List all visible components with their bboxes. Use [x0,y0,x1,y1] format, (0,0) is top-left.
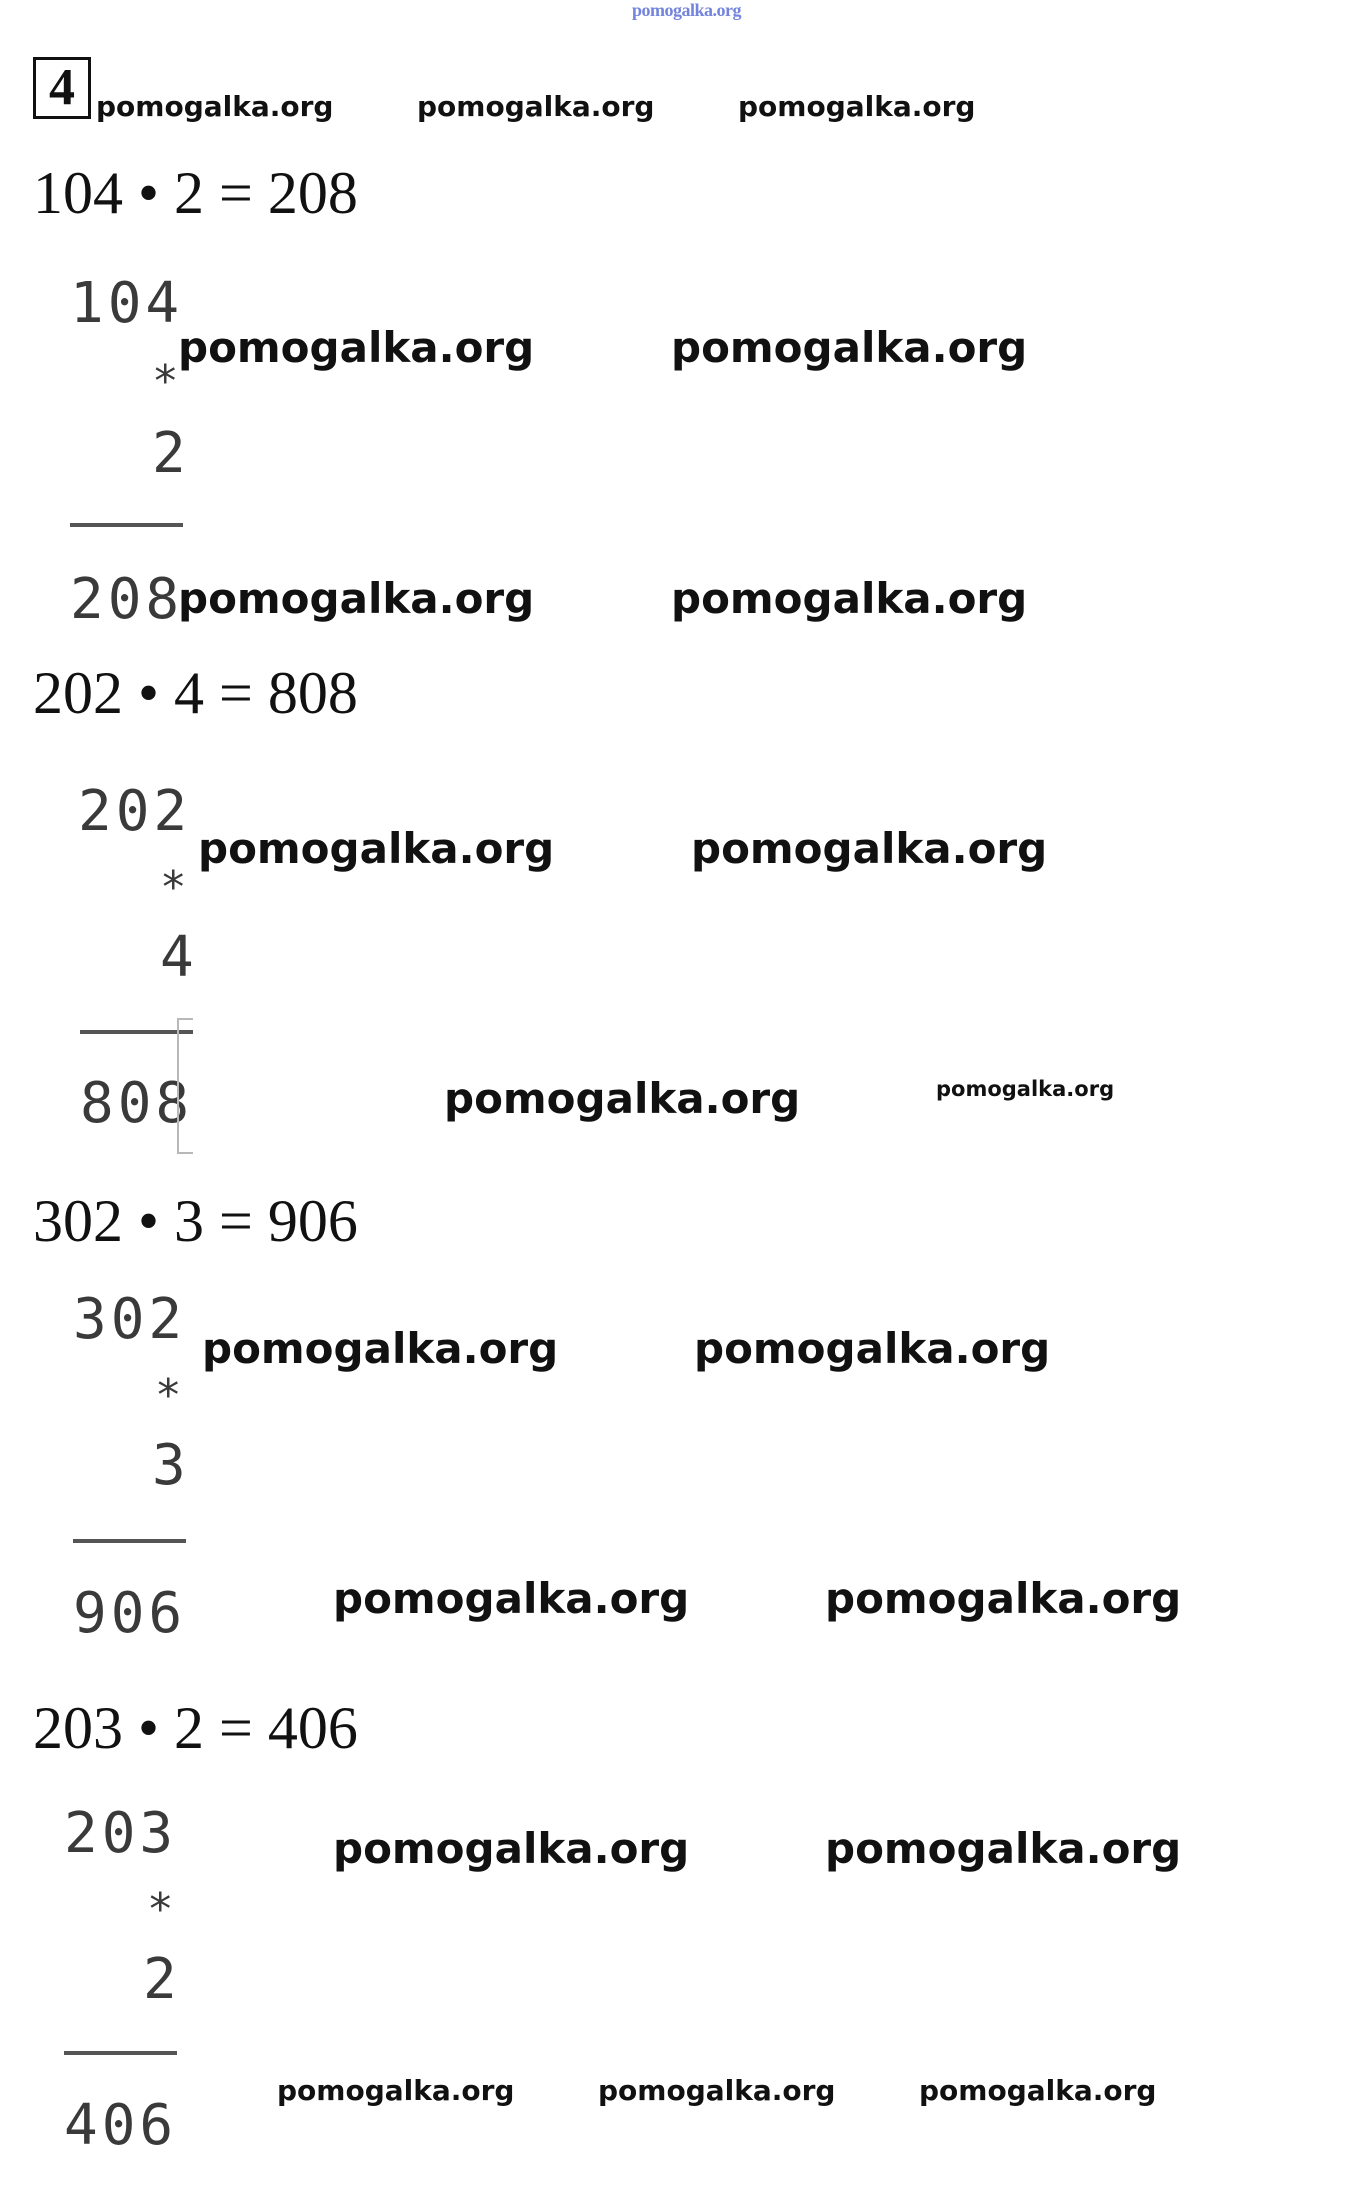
column-top-operand: 104 [70,271,184,336]
watermark: pomogalka.org [598,2074,836,2107]
watermark: pomogalka.org [178,323,535,372]
watermark: pomogalka.org [694,1324,1051,1373]
column-bottom-operand: 4 [160,925,198,990]
multiply-star: * [152,356,179,407]
column-bottom-operand: 2 [152,421,190,486]
column-result: 406 [64,2093,178,2158]
watermark: pomogalka.org [671,323,1028,372]
watermark: pomogalka.org [333,1574,690,1623]
site-header-logo: pomogalka.org [632,0,742,20]
watermark: pomogalka.org [738,90,976,123]
equation-line: 203 • 2 = 406 [33,1695,358,1761]
column-bottom-operand: 2 [143,1947,181,2012]
column-rule [73,1539,186,1543]
column-top-operand: 202 [78,779,192,844]
multiply-star: * [147,1884,174,1935]
column-rule [64,2051,177,2055]
watermark: pomogalka.org [825,1824,1182,1873]
equation-line: 302 • 3 = 906 [33,1188,358,1254]
watermark: pomogalka.org [936,1077,1115,1101]
watermark: pomogalka.org [198,824,555,873]
watermark: pomogalka.org [96,90,334,123]
task-number-box: 4 [33,57,91,119]
watermark: pomogalka.org [333,1824,690,1873]
column-result: 906 [73,1581,187,1646]
watermark: pomogalka.org [417,90,655,123]
equation-line: 104 • 2 = 208 [33,160,358,226]
watermark: pomogalka.org [919,2074,1157,2107]
multiply-star: * [160,862,187,913]
column-rule [70,523,183,527]
scan-artifact-bracket [177,1018,193,1154]
equation-line: 202 • 4 = 808 [33,660,358,726]
column-top-operand: 302 [73,1287,187,1352]
column-result: 808 [80,1071,194,1136]
watermark: pomogalka.org [671,574,1028,623]
watermark: pomogalka.org [178,574,535,623]
column-bottom-operand: 3 [152,1433,190,1498]
watermark: pomogalka.org [691,824,1048,873]
watermark: pomogalka.org [202,1324,559,1373]
multiply-star: * [155,1370,182,1421]
watermark: pomogalka.org [444,1074,801,1123]
watermark: pomogalka.org [277,2074,515,2107]
column-result: 208 [70,567,184,632]
watermark: pomogalka.org [825,1574,1182,1623]
column-top-operand: 203 [64,1801,178,1866]
